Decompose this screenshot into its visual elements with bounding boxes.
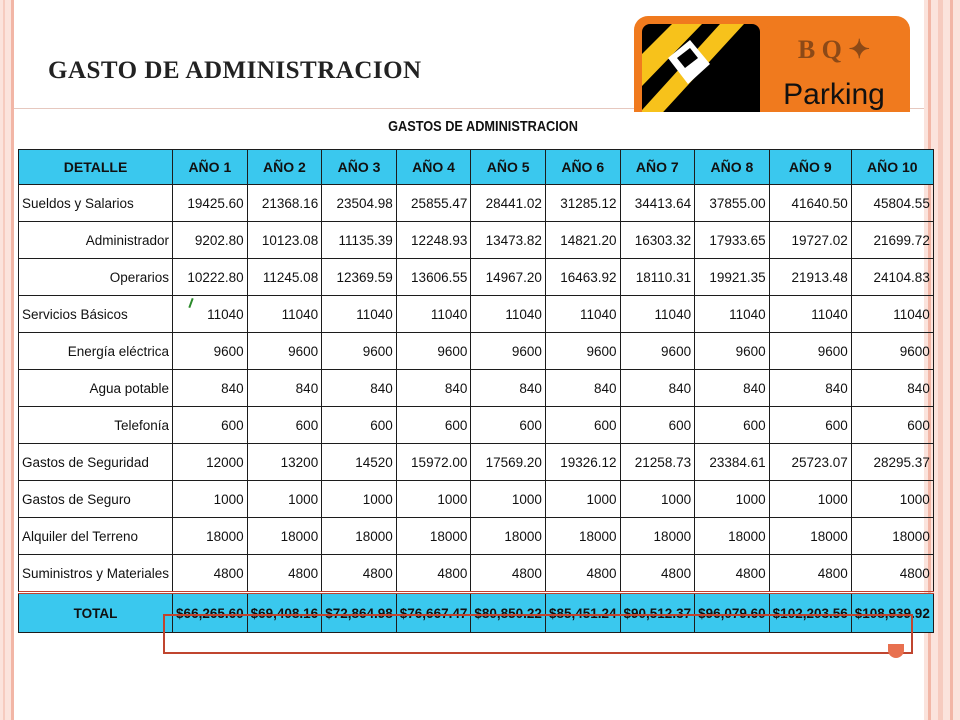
table-cell: 19921.35 — [695, 259, 770, 296]
table-cell: 28295.37 — [851, 444, 933, 481]
table-cell: 600 — [851, 407, 933, 444]
row-label: Alquiler del Terreno — [19, 518, 173, 555]
table-cell: 19326.12 — [545, 444, 620, 481]
table-row — [19, 296, 934, 333]
table-cell: 4800 — [769, 555, 851, 593]
table-cell: 17569.20 — [471, 444, 546, 481]
sheet-title: GASTOS DE ADMINISTRACION — [388, 118, 578, 135]
row-label: Agua potable — [19, 370, 173, 407]
table-cell: 11040 — [322, 296, 397, 333]
row-label: Servicios Básicos — [19, 296, 173, 333]
total-cell: $66,265.60 — [173, 593, 248, 633]
table-cell: 18000 — [247, 518, 322, 555]
table-cell: 11040 — [620, 296, 695, 333]
table-cell: 600 — [247, 407, 322, 444]
table-cell: 840 — [545, 370, 620, 407]
table-cell: 11040 — [769, 296, 851, 333]
table-cell: 18000 — [769, 518, 851, 555]
table-cell: 4800 — [620, 555, 695, 593]
table-cell: 19425.60 — [173, 185, 248, 222]
column-header-year-2: AÑO 2 — [247, 150, 322, 185]
table-row — [19, 407, 934, 444]
column-header-year-6: AÑO 6 — [545, 150, 620, 185]
table-cell: 11040 — [545, 296, 620, 333]
table-row — [19, 370, 934, 407]
table-cell: 4800 — [247, 555, 322, 593]
table-cell: 840 — [695, 370, 770, 407]
table-cell: 1000 — [396, 481, 471, 518]
table-cell: 4800 — [695, 555, 770, 593]
row-label: Gastos de Seguro — [19, 481, 173, 518]
table-cell: 18000 — [620, 518, 695, 555]
table-cell: 18000 — [471, 518, 546, 555]
table-row — [19, 185, 934, 222]
row-label: Administrador — [19, 222, 173, 259]
column-header-year-9: AÑO 9 — [769, 150, 851, 185]
table-cell: 21368.16 — [247, 185, 322, 222]
table-cell: 9600 — [695, 333, 770, 370]
table-row — [19, 444, 934, 481]
table-cell: 11040 — [173, 296, 248, 333]
table-cell: 1000 — [695, 481, 770, 518]
table-cell: 23384.61 — [695, 444, 770, 481]
table-cell: 840 — [471, 370, 546, 407]
table-cell: 23504.98 — [322, 185, 397, 222]
table-cell: 840 — [620, 370, 695, 407]
table-cell: 600 — [173, 407, 248, 444]
svg-text:B Q ✦: B Q ✦ — [797, 35, 871, 64]
left-border-decoration — [0, 0, 14, 720]
table-cell: 9600 — [396, 333, 471, 370]
table-cell: 11040 — [695, 296, 770, 333]
table-cell: 9600 — [322, 333, 397, 370]
table-cell: 9600 — [247, 333, 322, 370]
table-cell: 13473.82 — [471, 222, 546, 259]
table-cell: 4800 — [471, 555, 546, 593]
table-cell: 840 — [396, 370, 471, 407]
table-cell: 1000 — [247, 481, 322, 518]
table-cell: 14821.20 — [545, 222, 620, 259]
total-label: TOTAL — [19, 593, 173, 633]
table-cell: 9600 — [769, 333, 851, 370]
table-cell: 1000 — [173, 481, 248, 518]
table-cell: 600 — [695, 407, 770, 444]
table-cell: 9600 — [471, 333, 546, 370]
table-cell: 19727.02 — [769, 222, 851, 259]
table-cell: 13606.55 — [396, 259, 471, 296]
total-cell: $108,939.92 — [851, 593, 933, 633]
table-cell: 600 — [769, 407, 851, 444]
column-header-year-8: AÑO 8 — [695, 150, 770, 185]
total-cell: $69,408.16 — [247, 593, 322, 633]
table-row — [19, 333, 934, 370]
table-cell: 12248.93 — [396, 222, 471, 259]
table-cell: 9600 — [851, 333, 933, 370]
table-cell: 21258.73 — [620, 444, 695, 481]
table-cell: 9600 — [545, 333, 620, 370]
table-cell: 41640.50 — [769, 185, 851, 222]
table-cell: 45804.55 — [851, 185, 933, 222]
table-cell: 11040 — [851, 296, 933, 333]
table-cell: 600 — [620, 407, 695, 444]
table-cell: 16303.32 — [620, 222, 695, 259]
total-cell: $102,203.56 — [769, 593, 851, 633]
table-cell: 18000 — [396, 518, 471, 555]
table-cell: 1000 — [769, 481, 851, 518]
total-cell: $96,079.60 — [695, 593, 770, 633]
table-cell: 21913.48 — [769, 259, 851, 296]
table-cell: 18000 — [695, 518, 770, 555]
slide-title: GASTO DE ADMINISTRACION — [48, 57, 422, 84]
table-cell: 10222.80 — [173, 259, 248, 296]
table-cell: 15972.00 — [396, 444, 471, 481]
table-cell: 9600 — [173, 333, 248, 370]
table-cell: 1000 — [851, 481, 933, 518]
table-cell: 4800 — [322, 555, 397, 593]
row-label: Energía eléctrica — [19, 333, 173, 370]
column-header-year-10: AÑO 10 — [851, 150, 933, 185]
table-cell: 28441.02 — [471, 185, 546, 222]
table-cell: 16463.92 — [545, 259, 620, 296]
header-row — [19, 150, 934, 185]
column-header-year-5: AÑO 5 — [471, 150, 546, 185]
table-cell: 4800 — [851, 555, 933, 593]
total-cell: $85,451.24 — [545, 593, 620, 633]
logo-text: Parking — [783, 78, 885, 111]
table-cell: 11040 — [396, 296, 471, 333]
table-cell: 18000 — [173, 518, 248, 555]
table-cell: 600 — [471, 407, 546, 444]
total-row — [19, 593, 934, 633]
table-cell: 840 — [322, 370, 397, 407]
table-cell: 11135.39 — [322, 222, 397, 259]
table-cell: 18000 — [545, 518, 620, 555]
table-cell: 25723.07 — [769, 444, 851, 481]
table-cell: 14520 — [322, 444, 397, 481]
column-header-year-3: AÑO 3 — [322, 150, 397, 185]
expense-table — [18, 149, 934, 633]
table-cell: 18000 — [851, 518, 933, 555]
table-cell: 24104.83 — [851, 259, 933, 296]
table-row — [19, 555, 934, 593]
table-cell: 1000 — [322, 481, 397, 518]
table-row — [19, 222, 934, 259]
table-cell: 34413.64 — [620, 185, 695, 222]
table-cell: 9600 — [620, 333, 695, 370]
table-cell: 14967.20 — [471, 259, 546, 296]
table-cell: 10123.08 — [247, 222, 322, 259]
column-header-year-7: AÑO 7 — [620, 150, 695, 185]
expense-spreadsheet — [18, 112, 930, 656]
table-cell: 18110.31 — [620, 259, 695, 296]
table-cell: 1000 — [545, 481, 620, 518]
table-cell: 31285.12 — [545, 185, 620, 222]
table-cell: 1000 — [620, 481, 695, 518]
row-label: Suministros y Materiales — [19, 555, 173, 593]
table-cell: 1000 — [471, 481, 546, 518]
row-label: Sueldos y Salarios — [19, 185, 173, 222]
table-cell: 4800 — [396, 555, 471, 593]
table-row — [19, 518, 934, 555]
total-cell: $72,864.98 — [322, 593, 397, 633]
column-header-year-1: AÑO 1 — [173, 150, 248, 185]
table-cell: 600 — [545, 407, 620, 444]
total-cell: $76,667.47 — [396, 593, 471, 633]
table-cell: 37855.00 — [695, 185, 770, 222]
table-cell: 840 — [851, 370, 933, 407]
row-label: Gastos de Seguridad — [19, 444, 173, 481]
total-cell: $80,850.22 — [471, 593, 546, 633]
total-cell: $90,512.37 — [620, 593, 695, 633]
table-cell: 840 — [173, 370, 248, 407]
table-cell: 12000 — [173, 444, 248, 481]
table-cell: 9202.80 — [173, 222, 248, 259]
table-cell: 11040 — [471, 296, 546, 333]
column-header-year-4: AÑO 4 — [396, 150, 471, 185]
red-marker — [888, 644, 904, 658]
table-cell: 21699.72 — [851, 222, 933, 259]
table-cell: 17933.65 — [695, 222, 770, 259]
table-row — [19, 259, 934, 296]
table-cell: 600 — [396, 407, 471, 444]
table-cell: 4800 — [545, 555, 620, 593]
table-row — [19, 481, 934, 518]
table-cell: 18000 — [322, 518, 397, 555]
table-cell: 840 — [247, 370, 322, 407]
table-cell: 840 — [769, 370, 851, 407]
table-cell: 12369.59 — [322, 259, 397, 296]
row-label: Telefonía — [19, 407, 173, 444]
table-cell: 11040 — [247, 296, 322, 333]
row-label: Operarios — [19, 259, 173, 296]
table-cell: 25855.47 — [396, 185, 471, 222]
table-cell: 13200 — [247, 444, 322, 481]
table-cell: 11245.08 — [247, 259, 322, 296]
column-header-detalle: DETALLE — [19, 150, 173, 185]
table-cell: 4800 — [173, 555, 248, 593]
table-cell: 600 — [322, 407, 397, 444]
